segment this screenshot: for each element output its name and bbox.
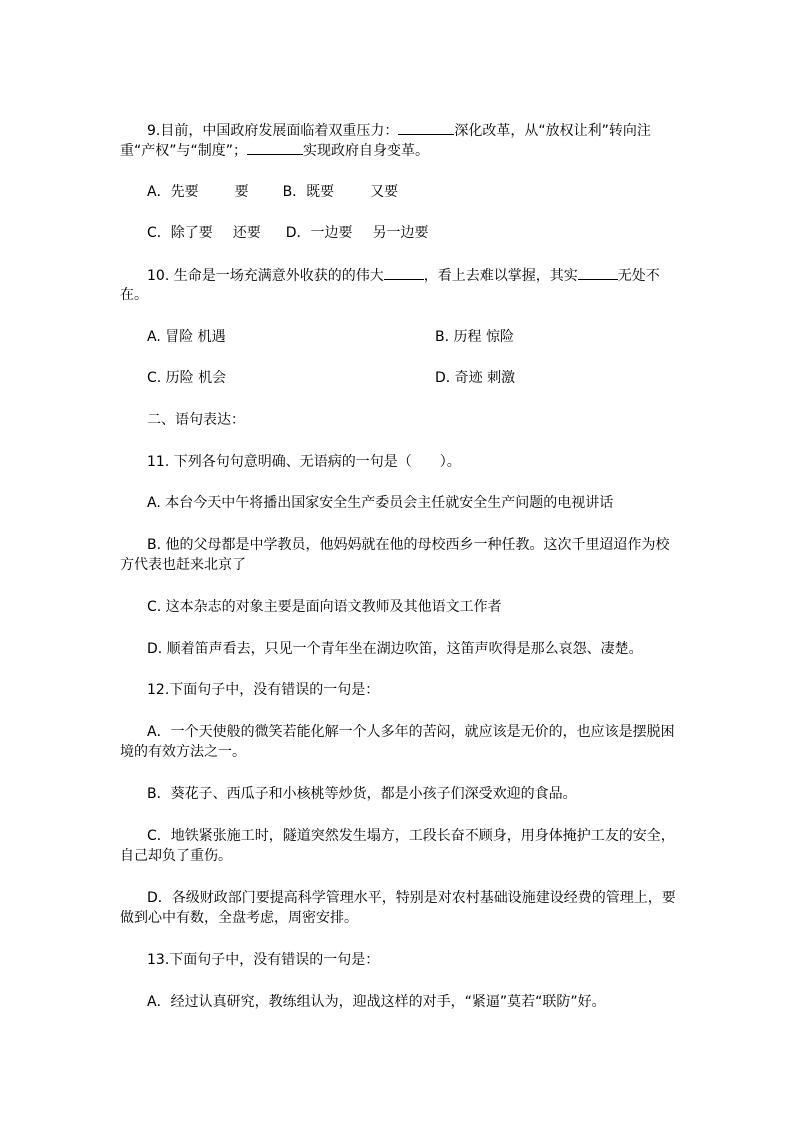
q9-option-d: D．一边要 (285, 225, 353, 241)
q11-option-c: C. 这本杂志的对象主要是面向语文教师及其他语文工作者 (147, 599, 502, 615)
q10-option-a: A. 冒险 机遇 (147, 329, 226, 345)
q10-line1 (147, 265, 660, 286)
q12-option-a-line1: A．一个天使般的微笑若能化解一个人多年的苦闷，就应该是无价的，也应该是摆脱困 (147, 724, 675, 740)
q10-blank-1 (384, 265, 424, 280)
q9-option-b: B．既要 (282, 184, 335, 200)
q10-line2: 在。 (120, 287, 148, 303)
q12-option-c-line1: C．地铁紧张施工时，隧道突然发生塌方，工段长奋不顾身，用身体掩护工友的安全， (147, 828, 675, 844)
q9-option-c-second: 还要 (232, 225, 261, 241)
section-heading: 二、语句表达： (147, 412, 245, 428)
q9-option-a: A．先要 (147, 184, 199, 200)
q9-line1 (147, 120, 651, 141)
q9-text-d: 实现政府自身变革。 (303, 143, 430, 159)
q10-option-c: C. 历险 机会 (147, 370, 227, 386)
q9-option-c: C．除了要 (147, 225, 213, 241)
q12-option-d-line1: D．各级财政部门要提高科学管理水平，特别是对农村基础设施建设经费的管理上，要 (147, 890, 676, 906)
q10-text-c: 无处不 (617, 268, 660, 284)
q9-text-b: 深化改革，从“放权让利”转向注 (454, 123, 651, 139)
q12-stem: 12.下面句子中，没有错误的一句是： (147, 682, 380, 698)
q10-option-b: B. 历程 惊险 (435, 329, 514, 345)
q9-option-d-second: 另一边要 (372, 225, 429, 241)
q13-stem: 13.下面句子中，没有错误的一句是： (147, 952, 380, 968)
q9-option-b-second: 又要 (370, 184, 399, 200)
q9-text-a: 9.目前，中国政府发展面临着双重压力： (147, 123, 399, 139)
q9-text-c: 重“产权”与“制度”； (120, 143, 248, 159)
q9-blank-2 (247, 140, 303, 155)
q9-line2 (120, 140, 429, 161)
q10-text-a: 10. 生命是一场充满意外收获的的伟大 (147, 268, 384, 284)
q10-text-b: ，看上去难以掌握，其实 (423, 268, 578, 284)
q10-option-d: D. 奇迹 刺激 (435, 370, 516, 386)
q12-option-c-line2: 自己却负了重伤。 (120, 848, 232, 864)
q11-option-b-line2: 方代表也赶来北京了 (120, 557, 246, 573)
q12-option-d-line2: 做到心中有数，全盘考虑，周密安排。 (120, 910, 358, 926)
q12-option-a-line2: 境的有效方法之一。 (120, 744, 246, 760)
q13-option-a: A．经过认真研究，教练组认为，迎战这样的对手，“紧逼”莫若“联防”好。 (147, 994, 606, 1010)
q12-option-b: B．葵花子、西瓜子和小核桃等炒货，都是小孩子们深受欢迎的食品。 (147, 786, 577, 802)
q9-options-ab (147, 182, 398, 202)
q9-option-a-second: 要 (234, 184, 249, 200)
q9-options-cd (147, 223, 429, 243)
q9-blank-1 (398, 120, 454, 135)
q11-stem: 11. 下列各句句意明确、无语病的一句是（ ）。 (147, 454, 461, 470)
q11-option-a: A. 本台今天中午将播出国家安全生产委员会主任就安全生产问题的电视讲话 (147, 495, 614, 511)
q10-blank-2 (578, 265, 618, 280)
q11-option-b-line1: B. 他的父母都是中学教员，他妈妈就在他的母校西乡一种任教。这次千里迢迢作为校 (147, 537, 670, 553)
q11-option-d: D. 顺着笛声看去，只见一个青年坐在湖边吹笛，这笛声吹得是那么哀怨、凄楚。 (147, 641, 643, 657)
